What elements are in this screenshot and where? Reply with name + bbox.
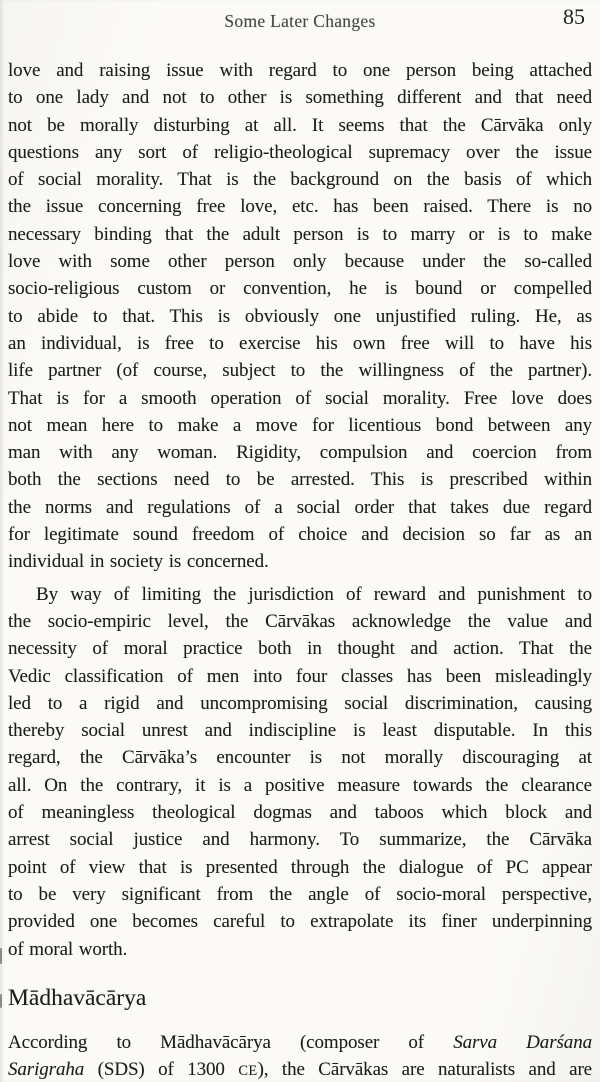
paragraph-according-to-madhavacarya (8, 1029, 592, 1082)
text-line: to abide to that. This is obviously one unjustified ruling. He, as (8, 305, 592, 327)
text-line: the socio-empiric level, the Cārvākas acknowledge the value and (8, 610, 592, 632)
text-line: That is for a smooth operation of social morality. Free love does (8, 387, 592, 409)
text-line: point of view that is presented through the dialogue of PC appear (8, 856, 592, 878)
running-head-title: Some Later Changes (224, 11, 376, 31)
text-line: thereby social unrest and indiscipline is least disputable. In this (8, 720, 592, 742)
page-number: 85 (563, 4, 585, 29)
text-line: not mean here to make a move for licentious bond between any (8, 414, 592, 436)
paragraph-free-love (8, 57, 592, 576)
page-body (8, 57, 592, 1082)
text-line: provided one becomes careful to extrapolate its finer underpinning (8, 911, 592, 933)
text-line: of social morality. That is the background on the basis of which (8, 169, 592, 191)
text-segment-regular: ), the Cārvākas are naturalists and are (257, 1059, 593, 1081)
text-line: love and raising issue with regard to one person being attached (8, 60, 592, 81)
text-line: necessary binding that the adult person is to marry or is to make (8, 223, 592, 245)
text-line: By way of limiting the jurisdiction of reward and punishment to (36, 583, 592, 605)
text-line: to be very significant from the angle of socio-moral perspective, (8, 883, 592, 905)
scan-edge-artifact (0, 948, 2, 964)
text-line: Vedic classification of men into four classes has been misleadingly (8, 665, 592, 687)
text-segment-italic: Sarva Darśana (453, 1031, 592, 1053)
text-line: socio-religious custom or convention, he is bound or compelled (8, 278, 592, 300)
text-line: necessity of moral practice both in thought and action. That the (8, 638, 592, 660)
text-segment-regular: (SDS) of 1300 (84, 1059, 239, 1081)
section-heading-madhavacarya: Mādhavācārya (8, 984, 147, 1011)
text-segment-smallcaps: CE (238, 1063, 258, 1080)
text-line: the norms and regulations of a social order that takes due regard (8, 496, 592, 518)
text-segment-regular: According to Mādhavācārya (composer of (8, 1031, 454, 1053)
text-line: man with any woman. Rigidity, compulsion and coercion from (8, 442, 592, 464)
text-line: life partner (of course, subject to the willingness of the partner). (8, 360, 592, 382)
text-line: both the sections need to be arrested. This is prescribed within (8, 469, 592, 491)
text-line: led to a rigid and uncompromising social discrimination, causing (8, 692, 592, 714)
text-line: for legitimate sound freedom of choice and decision so far as an (8, 524, 592, 546)
text-line: love with some other person only because under the so-called (8, 251, 592, 273)
text-line (8, 1029, 592, 1056)
text-line: the issue concerning free love, etc. has been raised. There is no (8, 196, 592, 218)
text-line: not be morally disturbing at all. It seems that the Cārvāka only (8, 114, 592, 136)
text-line: individual in society is concerned. (8, 551, 269, 573)
paragraph-reward-punishment (8, 581, 592, 963)
text-line: arrest social justice and harmony. To summarize, the Cārvāka (8, 829, 592, 851)
text-segment-italic: Sarigraha (8, 1059, 85, 1081)
text-line: of meaningless theological dogmas and taboos which block and (8, 802, 592, 824)
text-line: to one lady and not to other is something different and that need (8, 87, 592, 109)
text-line: an individual, is free to exercise his own free will to have his (8, 332, 592, 354)
text-line: questions any sort of religio-theological supremacy over the issue (8, 141, 592, 163)
text-line (8, 1056, 592, 1082)
text-line: all. On the contrary, it is a positive measure towards the clearance (8, 774, 592, 796)
text-line: of moral worth. (8, 938, 128, 960)
scan-edge-artifact (0, 994, 2, 1008)
text-line: regard, the Cārvāka’s encounter is not morally discouraging at (8, 747, 592, 769)
